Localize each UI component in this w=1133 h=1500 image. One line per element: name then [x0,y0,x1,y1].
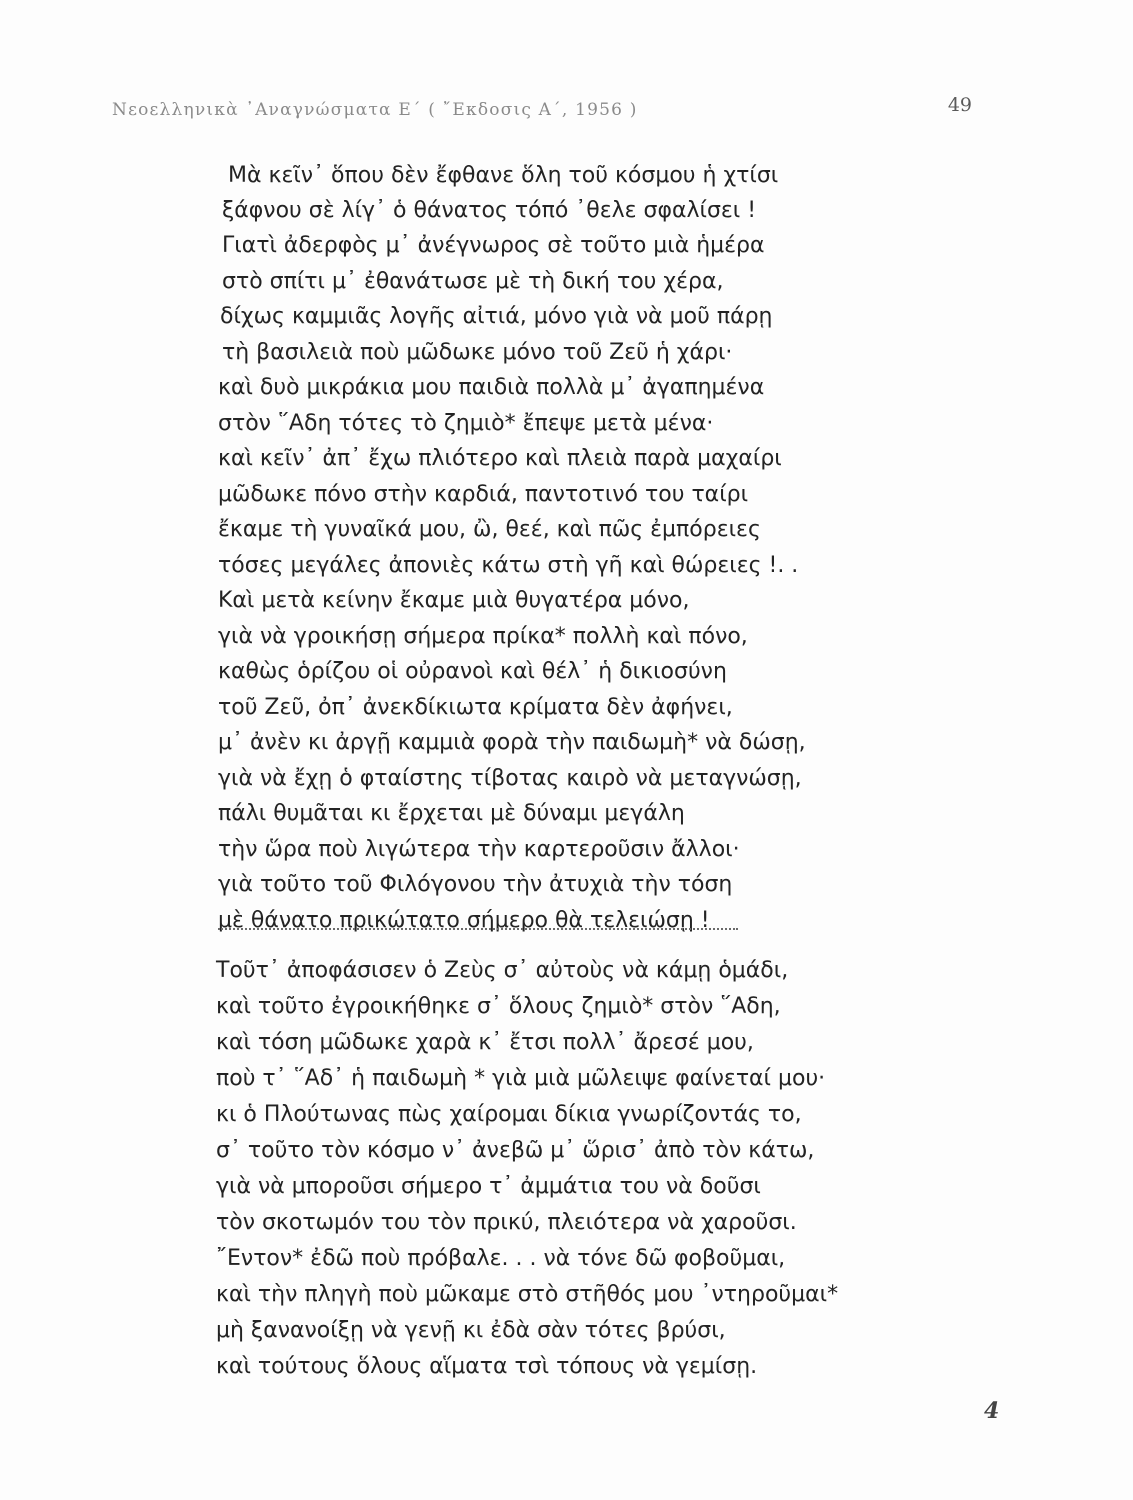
verse-line: μ᾿ ἀνὲν κι ἀργῇ καμμιὰ φορὰ τὴν παιδωμὴ* νὰ δώσῃ, [218,730,806,755]
verse-line: στὸ σπίτι μ᾿ ἐθανάτωσε μὲ τὴ δική του χέρα, [222,269,724,294]
verse-line: καὶ τοῦτο ἐγροικήθηκε σ᾿ ὅλους ζημιὸ* στὸν ῞Αδη, [216,994,781,1019]
verse-line: Καὶ μετὰ κείνην ἔκαμε μιὰ θυγατέρα μόνο, [218,588,690,613]
page-number: 49 [947,94,972,116]
page-header [112,92,972,128]
verse-line: κι ὁ Πλούτωνας πὼς χαίρομαι δίκια γνωρίζοντάς το, [216,1102,802,1127]
verse-line: ξάφνου σὲ λίγ᾿ ὁ θάνατος τόπό ᾿θελε σφαλίσει ! [222,198,757,223]
verse-line: στὸν ῞Αδη τότες τὸ ζημιὸ* ἔπεψε μετὰ μένα· [218,411,714,436]
verse-line: τὴ βασιλειὰ ποὺ μῶδωκε μόνο τοῦ Ζεῦ ἡ χάρι· [222,340,733,365]
verse-line: τόσες μεγάλες ἀπονιὲς κάτω στὴ γῆ καὶ θώρειες !. . [218,553,799,578]
verse-line: καὶ τούτους ὅλους αἵματα τσὶ τόπους νὰ γεμίσῃ. [216,1354,758,1379]
verse-line: Γιατὶ ἀδερφὸς μ᾿ ἀνέγνωρος σὲ τοῦτο μιὰ ἡμέρα [222,233,765,258]
verse-line: καὶ κεῖν᾿ ἀπ᾿ ἔχω πλιότερο καὶ πλειὰ παρὰ μαχαίρι [218,446,782,471]
verse-line: πάλι θυμᾶται κι ἔρχεται μὲ δύναμι μεγάλη [218,801,685,826]
verse-line: ῎Εντον* ἐδῶ ποὺ πρόβαλε. . . νὰ τόνε δῶ φοβοῦμαι, [216,1246,786,1271]
verse-line: καὶ τόση μῶδωκε χαρὰ κ᾿ ἔτσι πολλ᾿ ἄρεσέ μου, [216,1030,754,1055]
verse-line: Τοῦτ᾿ ἀποφάσισεν ὁ Ζεὺς σ᾿ αὐτοὺς νὰ κάμῃ ὁμάδι, [216,958,789,983]
verse-line: σ᾿ τοῦτο τὸν κόσμο ν᾿ ἀνεβῶ μ᾿ ὥρισ᾿ ἀπὸ τὸν κάτω, [216,1138,815,1163]
verse-line: γιὰ νὰ ἔχῃ ὁ φταίστης τίβοτας καιρὸ νὰ μεταγνώσῃ, [218,766,802,791]
verse-line: δίχως καμμιᾶς λογῆς αἰτιά, μόνο γιὰ νὰ μοῦ πάρῃ [220,304,773,329]
verse-line: τὸν σκοτωμόν του τὸν πρικύ, πλειότερα νὰ χαροῦσι. [216,1210,797,1235]
verse-line: τὴν ὥρα ποὺ λιγώτερα τὴν καρτεροῦσιν ἄλλοι· [218,837,740,862]
verse-line: Μὰ κεῖν᾿ ὅπου δὲν ἔφθανε ὅλη τοῦ κόσμου ἡ χτίσι [228,163,779,188]
printer-signature-mark: 4 [984,1398,1000,1424]
verse-line: μὲ θάνατο πρικώτατο σήμερο θὰ τελειώσῃ ! [218,908,710,933]
verse-line: γιὰ νὰ γροικήσῃ σήμερα πρίκα* πολλὴ καὶ πόνο, [218,624,748,649]
verse-line: καὶ δυὸ μικράκια μου παιδιὰ πολλὰ μ᾿ ἀγαπημένα [218,375,765,400]
verse-line: ποὺ τ᾿ ῞Αδ᾿ ἡ παιδωμὴ * γιὰ μιὰ μῶλειψε φαίνεταί μου· [216,1066,826,1091]
running-title: Νεοελληνικὰ ᾿Αναγνώσματα Ε΄ ( ῎Εκδοσις Α΄, 1956 ) [112,100,638,120]
verse-line: καθὼς ὁρίζου οἱ οὐρανοὶ καὶ θέλ᾿ ἡ δικιοσύνη [218,659,727,684]
verse-line: μὴ ξανανοίξῃ νὰ γενῇ κι ἐδὰ σὰν τότες βρύσι, [216,1318,726,1343]
section-dotted-separator [218,928,738,930]
verse-line: τοῦ Ζεῦ, ὀπ᾿ ἀνεκδίκιωτα κρίματα δὲν ἀφήνει, [218,695,733,720]
verse-line: γιὰ τοῦτο τοῦ Φιλόγονου τὴν ἀτυχιὰ τὴν τόση [218,872,733,897]
verse-line: γιὰ νὰ μποροῦσι σήμερο τ᾿ ἀμμάτια του νὰ δοῦσι [216,1174,761,1199]
verse-line: μῶδωκε πόνο στὴν καρδιά, παντοτινό του ταίρι [218,482,749,507]
verse-line: ἔκαμε τὴ γυναῖκά μου, ὢ, θεέ, καὶ πῶς ἐμπόρειες [218,517,761,542]
verse-line: καὶ τὴν πληγὴ ποὺ μῶκαμε στὸ στῆθός μου ᾿ντηροῦμαι* [216,1282,839,1307]
